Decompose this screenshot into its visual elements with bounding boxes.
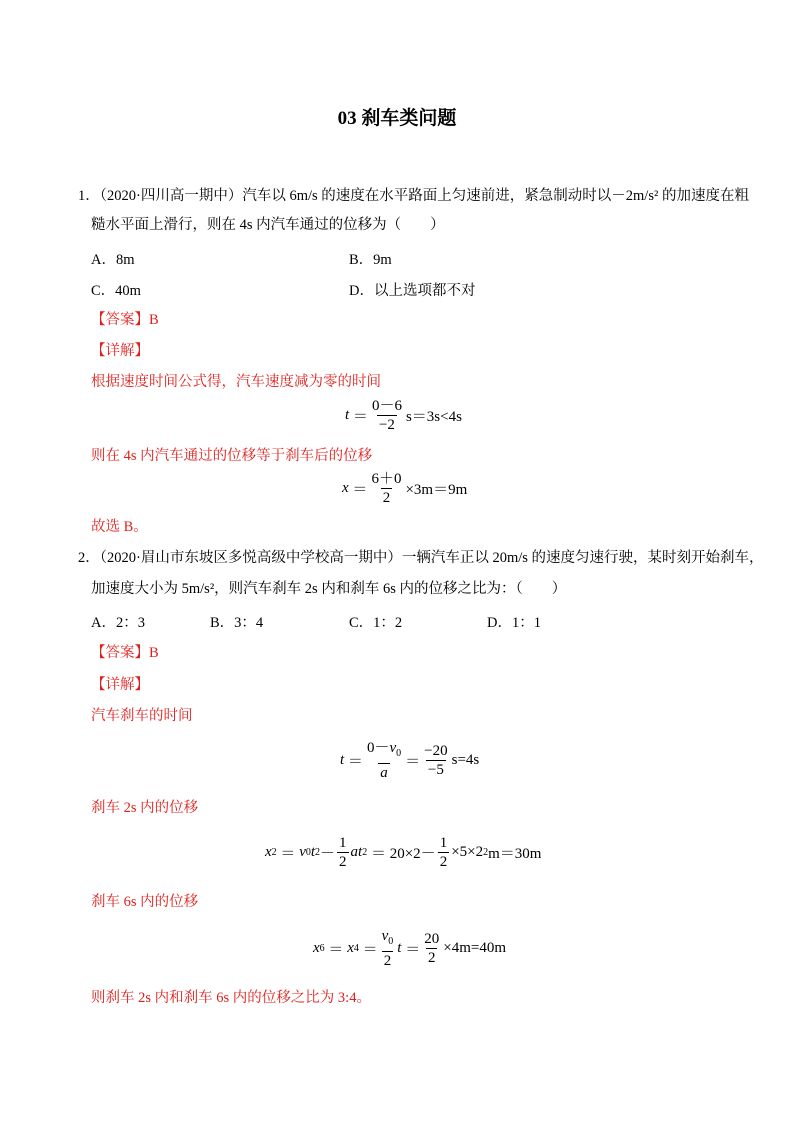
question-1-explanation-2: 则在 4s 内汽车通过的位移等于刹车后的位移 (91, 448, 373, 464)
question-2-option-a: A．2：3 (91, 615, 145, 631)
eq2-numerator: 6＋0 (371, 471, 402, 487)
question-1-option-c: C．40m (91, 283, 141, 299)
question-1-equation-time: t ＝ $\frac{0-6}{-2}$ s＝3s<4s (345, 398, 462, 433)
question-2-equation-2s-displacement: x 2 ＝ v 0 t 2 － $\frac{1}{2}$ at 2 ＝ 20×2－ $\frac{1}{2}$ ×5×2 2 m＝30m (265, 835, 542, 870)
question-1-option-d: D．以上选项都不对 (349, 283, 476, 299)
eq2-denominator: 2 (382, 490, 391, 506)
question-2-equation-time: t ＝ $\frac{0-v_0}{a}$ ＝ $\frac{-20}{-5}$ s=4s (340, 740, 480, 781)
question-2-conclusion: 则刹车 2s 内和刹车 6s 内的位移之比为 3:4。 (91, 990, 371, 1006)
question-1-detail-label: 【详解】 (91, 343, 149, 359)
question-1-equation-displacement: x ＝ $\frac{6+0}{2}$ ×3m＝9m (342, 471, 468, 506)
question-2-option-d: D．1：1 (487, 615, 541, 631)
question-1-option-a: A．8m (91, 252, 135, 268)
eq1-lhs: t (345, 407, 350, 423)
eq1-fraction (370, 398, 404, 433)
eq2-lhs: x (342, 480, 349, 496)
question-2-equation-6s-displacement: x 6 ＝ x 4 ＝ $\frac{v_0}{2}$ t ＝ $\frac{20}{2}$ ×4m=40m (313, 928, 506, 969)
eq1-numerator: 0－6 (371, 398, 402, 414)
question-2-answer: 【答案】B (91, 645, 159, 661)
question-2-explanation-2: 刹车 2s 内的位移 (91, 800, 199, 816)
question-1-explanation-1: 根据速度时间公式得，汽车速度减为零的时间 (91, 374, 381, 390)
question-1-option-b: B．9m (349, 252, 392, 268)
eq2-rest: ×3m＝9m (405, 482, 468, 498)
question-2-option-c: C．1：2 (349, 615, 403, 631)
question-2-option-b: B．3：4 (210, 615, 264, 631)
page-title: 03 刹车类问题 (337, 108, 457, 129)
question-1-answer: 【答案】B (91, 312, 159, 328)
question-2-explanation-1: 汽车刹车的时间 (91, 708, 193, 724)
question-2-line-2: 加速度大小为 5m/s²，则汽车刹车 2s 内和刹车 6s 内的位移之比为：（ ） (91, 581, 567, 597)
question-2-line-1: 2．（2020·眉山市东坡区多悦高级中学校高一期中）一辆汽车正以 20m/s 的速度匀速行驶，某时刻开始刹车， (78, 550, 764, 566)
question-2-detail-label: 【详解】 (91, 677, 149, 693)
eq1-denominator: −2 (378, 417, 395, 433)
eq1-rest: s＝3s<4s (405, 409, 462, 425)
question-1-line-2: 糙水平面上滑行，则在 4s 内汽车通过的位移为（ ） (91, 217, 445, 233)
question-2-explanation-3: 刹车 6s 内的位移 (91, 894, 199, 910)
question-1-line-1: 1．（2020·四川高一期中）汽车以 6m/s 的速度在水平路面上匀速前进，紧急制动时以－2m/s² 的加速度在粗 (78, 188, 749, 204)
eq2-fraction (369, 471, 403, 506)
question-1-conclusion: 故选 B。 (91, 519, 148, 535)
